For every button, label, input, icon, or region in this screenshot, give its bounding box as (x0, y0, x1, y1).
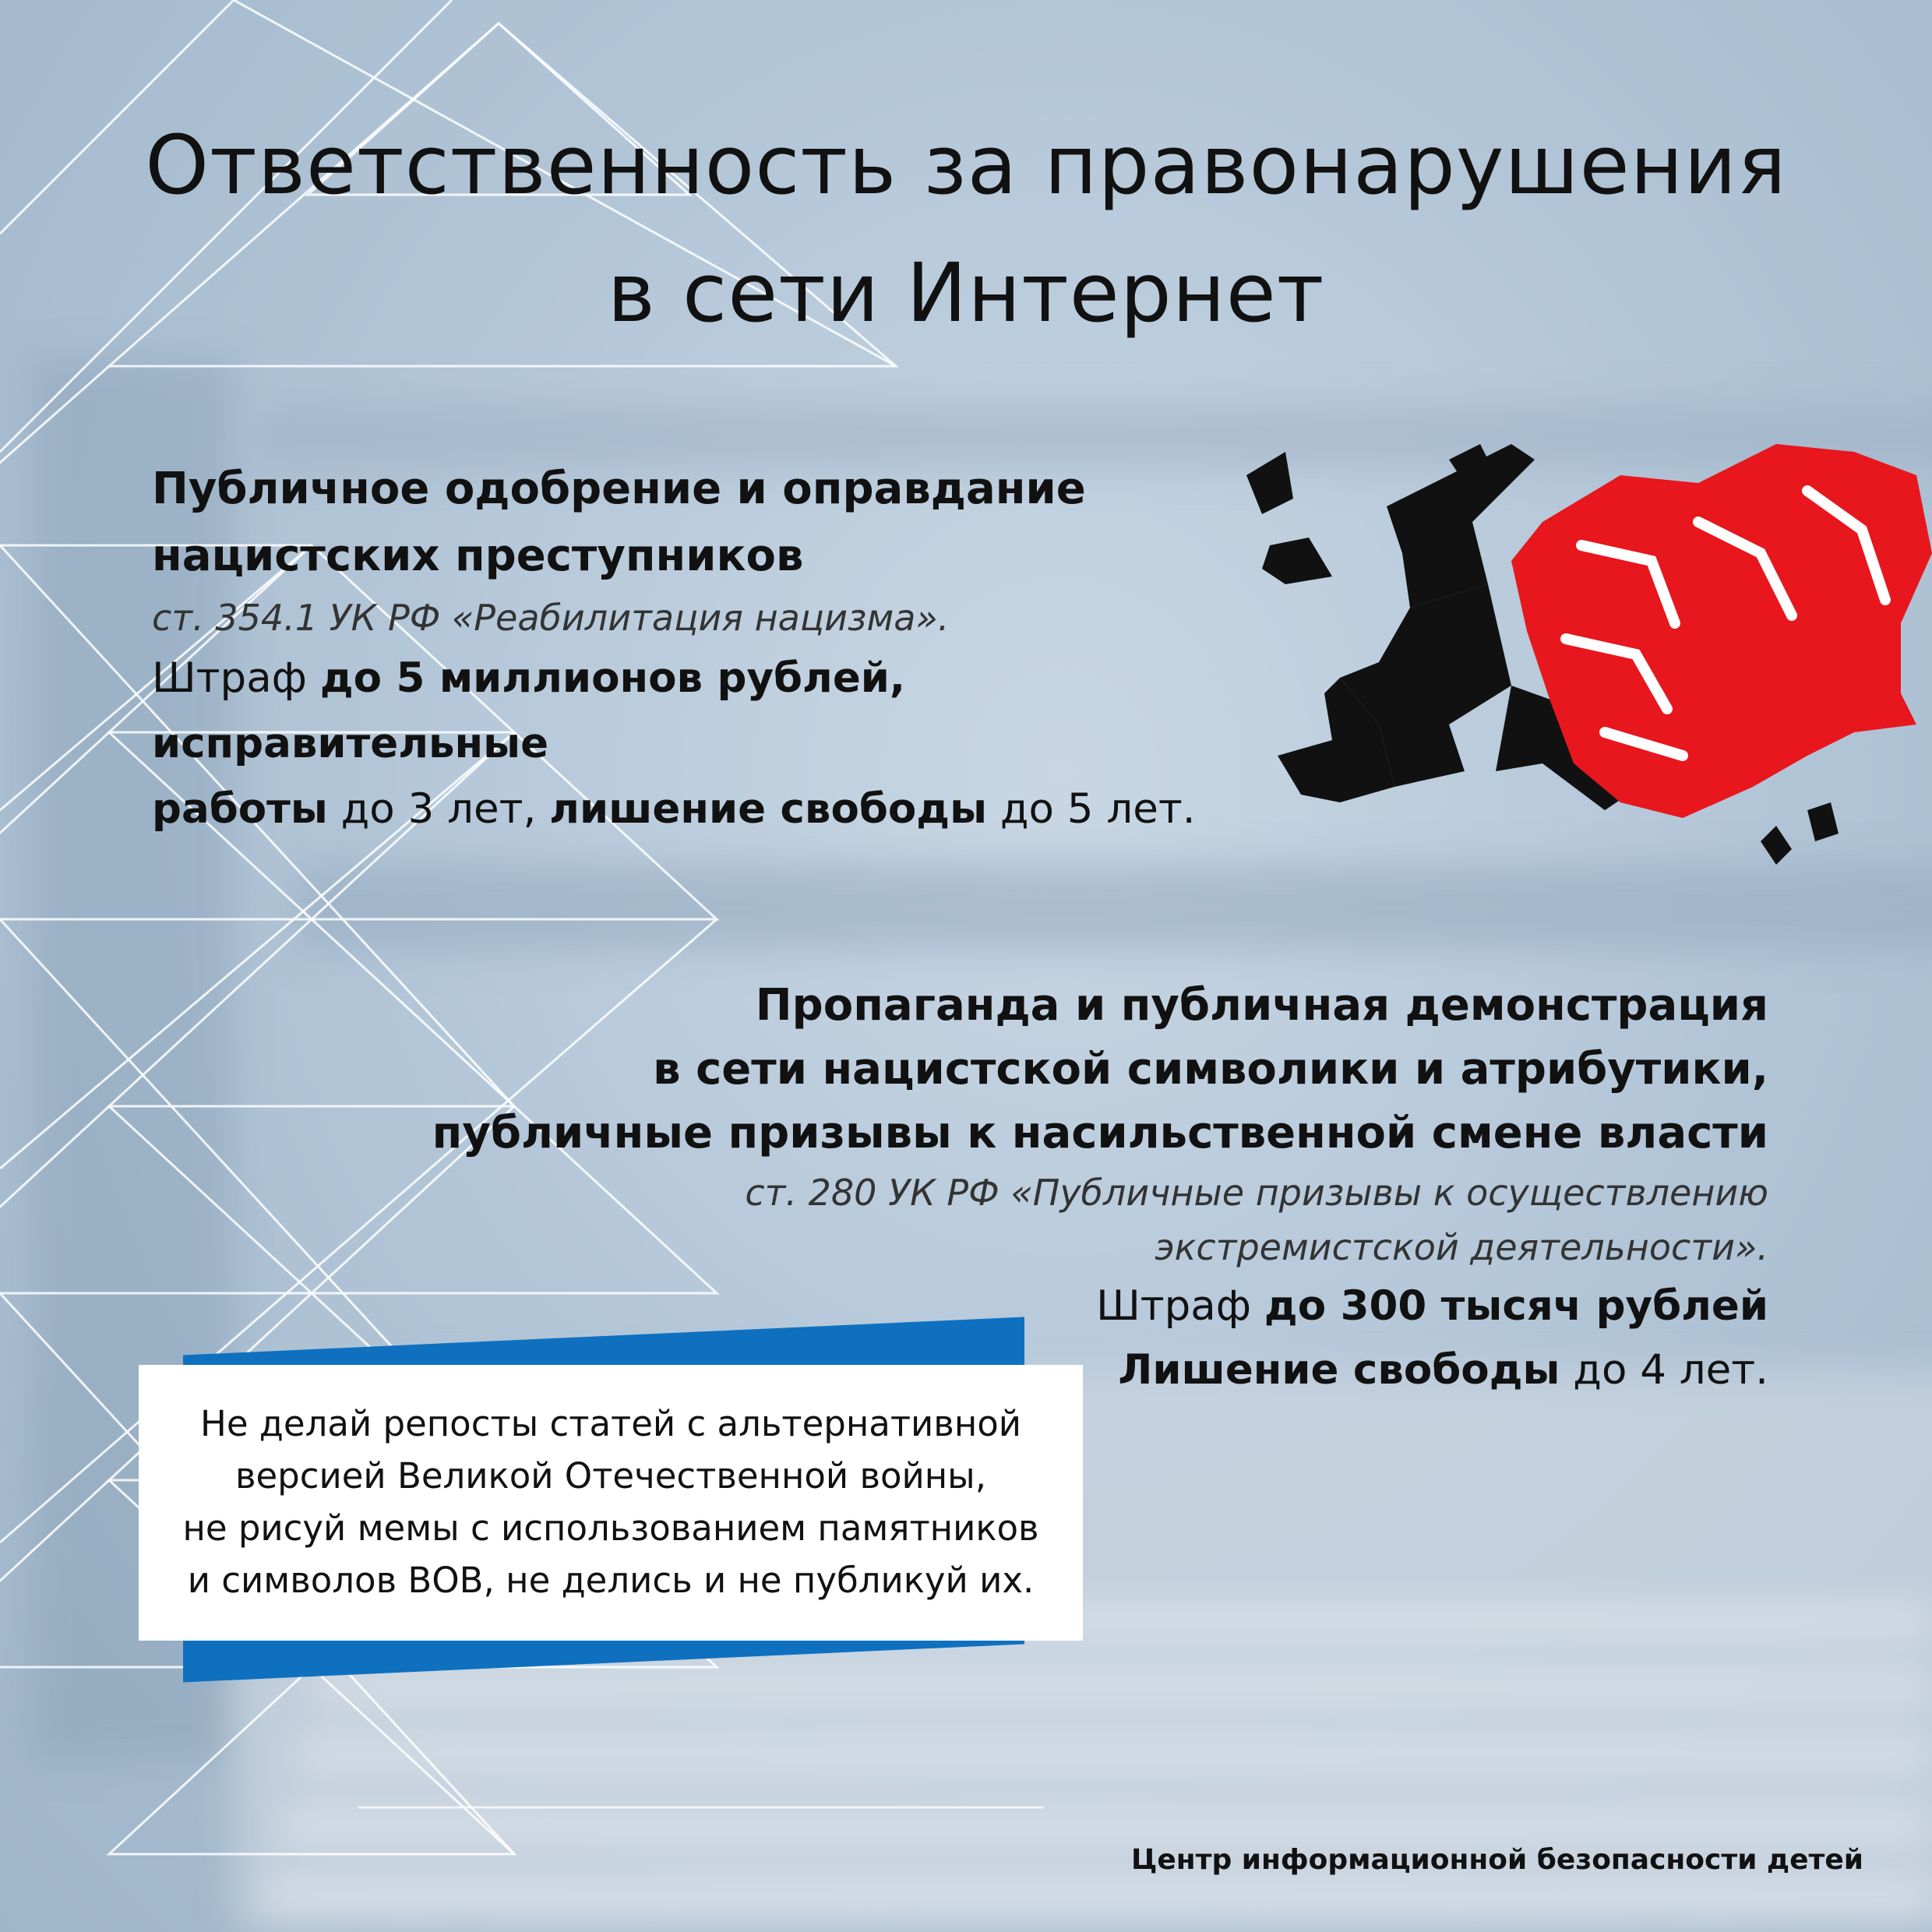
footer-organization: Центр информационной безопасности детей (1130, 1844, 1863, 1876)
notice-line: версией Великой Отечественной войны, (234, 1455, 987, 1497)
red-fist-shape (1511, 444, 1932, 818)
notice-line: и символов ВОВ, не делись и не публикуй их. (187, 1560, 1035, 1601)
fist-smashing-swastika-illustration (1215, 428, 1932, 896)
penalty-text: до 4 лет. (1560, 1346, 1768, 1394)
notice-box (139, 1365, 1083, 1641)
penalty-text: до 5 лет. (987, 785, 1196, 833)
penalty-emphasis: работы (152, 785, 328, 833)
page-title (0, 101, 1932, 357)
notice-line: не рисуй мемы с использованием памятников (182, 1507, 1039, 1549)
section1-penalty-line-1 (152, 646, 1243, 777)
penalty-text: Штраф (1096, 1282, 1264, 1330)
section1-heading-line-2: нацистских преступников (152, 531, 804, 581)
section-nazi-rehabilitation (152, 456, 1243, 842)
section-extremism-propaganda (288, 974, 1768, 1402)
title-line-2: в сети Интернет (607, 245, 1325, 340)
penalty-emphasis: до 5 миллионов рублей, исправительные (152, 654, 906, 767)
section2-article-line-2: экстремистской деятельности». (1155, 1226, 1768, 1268)
penalty-emphasis: Лишение свободы (1118, 1346, 1560, 1394)
section1-heading-line-1: Публичное одобрение и оправдание (152, 464, 1086, 514)
section2-heading-line-2: в сети нацистской символики и атрибутики, (653, 1044, 1768, 1095)
section1-penalty-line-2 (152, 777, 1243, 842)
section2-penalty-line-1 (288, 1274, 1768, 1338)
notice-line: Не делай репосты статей с альтернативной (199, 1403, 1022, 1444)
penalty-emphasis: лишение свободы (549, 785, 988, 833)
penalty-emphasis: до 300 тысяч рублей (1264, 1282, 1768, 1330)
section1-article-reference: ст. 354.1 УК РФ «Реабилитация нацизма». (152, 597, 950, 639)
section2-heading-line-1: Пропаганда и публичная демонстрация (755, 980, 1768, 1031)
section2-heading-line-3: публичные призывы к насильственной смене власти (432, 1108, 1768, 1158)
penalty-text: Штраф (152, 654, 320, 702)
penalty-text: до 3 лет, (327, 785, 550, 833)
title-line-1: Ответственность за правонарушения (145, 118, 1787, 213)
section2-article-line-1: ст. 280 УК РФ «Публичные призывы к осуществлению (745, 1172, 1768, 1214)
